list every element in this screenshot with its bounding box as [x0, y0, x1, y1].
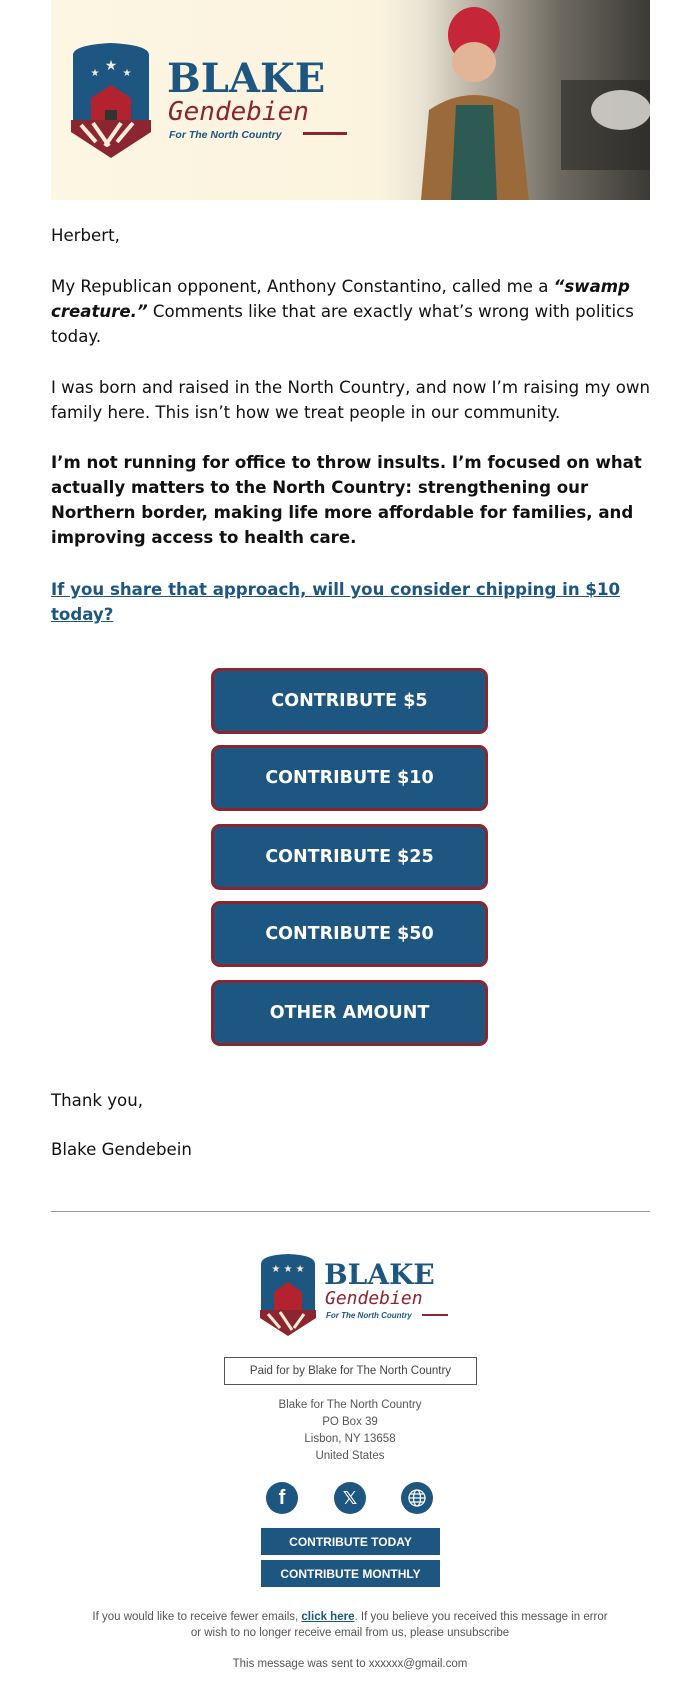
- closing: Thank you,: [51, 1091, 143, 1110]
- p1-text-end: Comments like that are exactly what’s wrong with politics today.: [51, 302, 634, 346]
- address-line: Lisbon, NY 13658: [304, 1433, 396, 1445]
- logo-first-name: BLAKE: [167, 55, 326, 102]
- footer-logo-last-name: Gendebien: [325, 1288, 423, 1309]
- mailing-address: [0, 1397, 700, 1465]
- address-line: United States: [315, 1450, 385, 1462]
- donate-ask-link[interactable]: If you share that approach, will you consider chipping in $10 today?: [51, 580, 621, 624]
- logo-last-name: Gendebien: [168, 97, 309, 127]
- signature: Blake Gendebein: [51, 1140, 192, 1159]
- paid-for-disclaimer: Paid for by Blake for The North Country: [224, 1357, 477, 1385]
- header-banner: [51, 0, 650, 200]
- contribute-monthly-button[interactable]: CONTRIBUTE MONTHLY: [261, 1560, 440, 1587]
- paragraph-3: I’m not running for office to throw insults. I’m focused on what actually matters to the North Country: strengthening our Northern border, making life more affordable for families, and improving access to health care.: [51, 453, 642, 547]
- facebook-icon[interactable]: f: [266, 1482, 298, 1514]
- x-icon[interactable]: 𝕏: [334, 1482, 366, 1514]
- paragraph-2: I was born and raised in the North Country, and now I’m raising my own family here. This isn’t how we treat people in our community.: [51, 378, 650, 422]
- disclaimer-text-end: . If you believe you received this message in error or wish to no longer receive email from us, please unsubscribe: [190, 1611, 608, 1639]
- fewer-emails-link[interactable]: click here: [301, 1611, 355, 1623]
- footer-logo-first-name: BLAKE: [324, 1258, 435, 1291]
- logo-tagline: For The North Country: [169, 129, 282, 141]
- greeting: Herbert,: [51, 226, 120, 245]
- footer-logo: [258, 1252, 448, 1336]
- footer-logo-tagline: For The North Country: [326, 1311, 412, 1320]
- paragraph-1: [51, 274, 651, 349]
- sent-to-text: This message was sent to xxxxxx@gmail.com: [232, 1658, 468, 1670]
- contribute-5-button[interactable]: CONTRIBUTE $5: [211, 668, 488, 734]
- globe-icon[interactable]: [401, 1482, 433, 1514]
- disclaimer-text: If you would like to receive fewer emails,: [92, 1611, 302, 1623]
- contribute-50-button[interactable]: CONTRIBUTE $50: [211, 901, 488, 967]
- svg-text:★ ★ ★: ★ ★ ★: [271, 1264, 305, 1275]
- campaign-logo: [51, 0, 650, 200]
- address-line: Blake for The North Country: [278, 1399, 422, 1411]
- p1-quote: “swamp creature.”: [51, 277, 630, 321]
- svg-text:★: ★: [104, 58, 118, 74]
- svg-text:★: ★: [90, 68, 100, 79]
- p1-text: My Republican opponent, Anthony Constantino, called me a: [51, 277, 554, 296]
- contribute-today-button[interactable]: CONTRIBUTE TODAY: [261, 1528, 440, 1555]
- svg-text:★: ★: [122, 68, 132, 79]
- other-amount-button[interactable]: OTHER AMOUNT: [211, 980, 488, 1046]
- contribute-10-button[interactable]: CONTRIBUTE $10: [211, 745, 488, 811]
- divider: [51, 1211, 650, 1212]
- contribute-25-button[interactable]: CONTRIBUTE $25: [211, 824, 488, 890]
- address-line: PO Box 39: [322, 1416, 378, 1428]
- email-preferences-text: [90, 1609, 610, 1641]
